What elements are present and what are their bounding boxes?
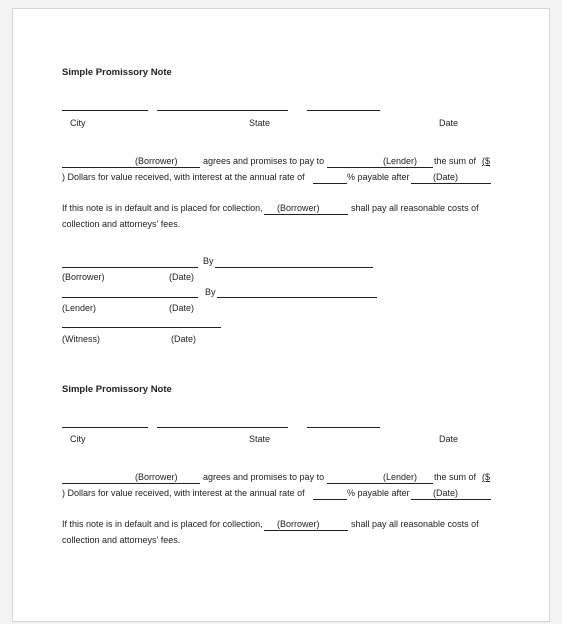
default-borrower-caption: (Borrower)	[277, 203, 320, 213]
dollar-open: ($	[482, 156, 491, 166]
note-title: Simple Promissory Note	[62, 67, 172, 78]
borrower-caption-2: (Borrower)	[135, 472, 178, 482]
date-label-2: Date	[439, 434, 459, 444]
borrower-caption: (Borrower)	[135, 156, 178, 166]
lender-sign-caption: (Lender)	[62, 303, 97, 313]
note-title-2: Simple Promissory Note	[62, 384, 172, 395]
due-date-blank-2[interactable]	[411, 499, 491, 500]
sum-text-2: the sum of	[434, 472, 477, 482]
borrower-blank-2[interactable]	[62, 483, 200, 484]
due-date-caption-2: (Date)	[433, 488, 459, 498]
borrower-sign-line[interactable]	[62, 267, 198, 268]
costs-text-2: shall pay all reasonable costs of	[351, 519, 479, 529]
due-date-caption: (Date)	[433, 172, 459, 182]
default-borrower-caption-2: (Borrower)	[277, 519, 320, 529]
payable-text: % payable after	[347, 172, 410, 182]
witness-sign-line[interactable]	[62, 327, 221, 328]
borrower-sign-caption: (Borrower)	[62, 272, 105, 282]
city-label-2: City	[70, 434, 86, 444]
default-borrower-blank-2[interactable]	[264, 530, 348, 531]
borrower-blank[interactable]	[62, 167, 200, 168]
city-line[interactable]	[62, 110, 148, 111]
rate-blank[interactable]	[313, 183, 347, 184]
state-line-2[interactable]	[157, 427, 288, 428]
lender-sign-line[interactable]	[62, 297, 198, 298]
date-line-2[interactable]	[307, 427, 380, 428]
costs-text: shall pay all reasonable costs of	[351, 203, 479, 213]
fees-text: collection and attorneys' fees.	[62, 219, 181, 229]
payable-text-2: % payable after	[347, 488, 410, 498]
lender-caption-2: (Lender)	[383, 472, 418, 482]
due-date-blank[interactable]	[411, 183, 491, 184]
lender-date-caption: (Date)	[169, 303, 195, 313]
dollars-text: ) Dollars for value received, with interest at the annual rate of	[62, 172, 305, 182]
lender-blank[interactable]	[327, 167, 433, 168]
default-text: If this note is in default and is placed for collection,	[62, 203, 263, 213]
sum-text: the sum of	[434, 156, 477, 166]
dollars-text-2: ) Dollars for value received, with interest at the annual rate of	[62, 488, 305, 498]
by-sign-line-2[interactable]	[217, 297, 377, 298]
fees-text-2: collection and attorneys' fees.	[62, 535, 181, 545]
document-page	[12, 8, 550, 622]
dollar-open-2: ($	[482, 472, 491, 482]
date-line[interactable]	[307, 110, 380, 111]
date-label: Date	[439, 118, 459, 128]
state-label-2: State	[249, 434, 271, 444]
promise-text: agrees and promises to pay to	[203, 156, 325, 166]
state-line[interactable]	[157, 110, 288, 111]
promise-text-2: agrees and promises to pay to	[203, 472, 325, 482]
city-label: City	[70, 118, 86, 128]
by-label: By	[203, 256, 214, 266]
by-label-2: By	[205, 287, 216, 297]
borrower-date-caption: (Date)	[169, 272, 195, 282]
witness-sign-caption: (Witness)	[62, 334, 100, 344]
by-sign-line[interactable]	[215, 267, 373, 268]
rate-blank-2[interactable]	[313, 499, 347, 500]
default-text-2: If this note is in default and is placed for collection,	[62, 519, 263, 529]
city-line-2[interactable]	[62, 427, 148, 428]
lender-blank-2[interactable]	[327, 483, 433, 484]
state-label: State	[249, 118, 271, 128]
witness-date-caption: (Date)	[171, 334, 197, 344]
default-borrower-blank[interactable]	[264, 214, 348, 215]
lender-caption: (Lender)	[383, 156, 418, 166]
